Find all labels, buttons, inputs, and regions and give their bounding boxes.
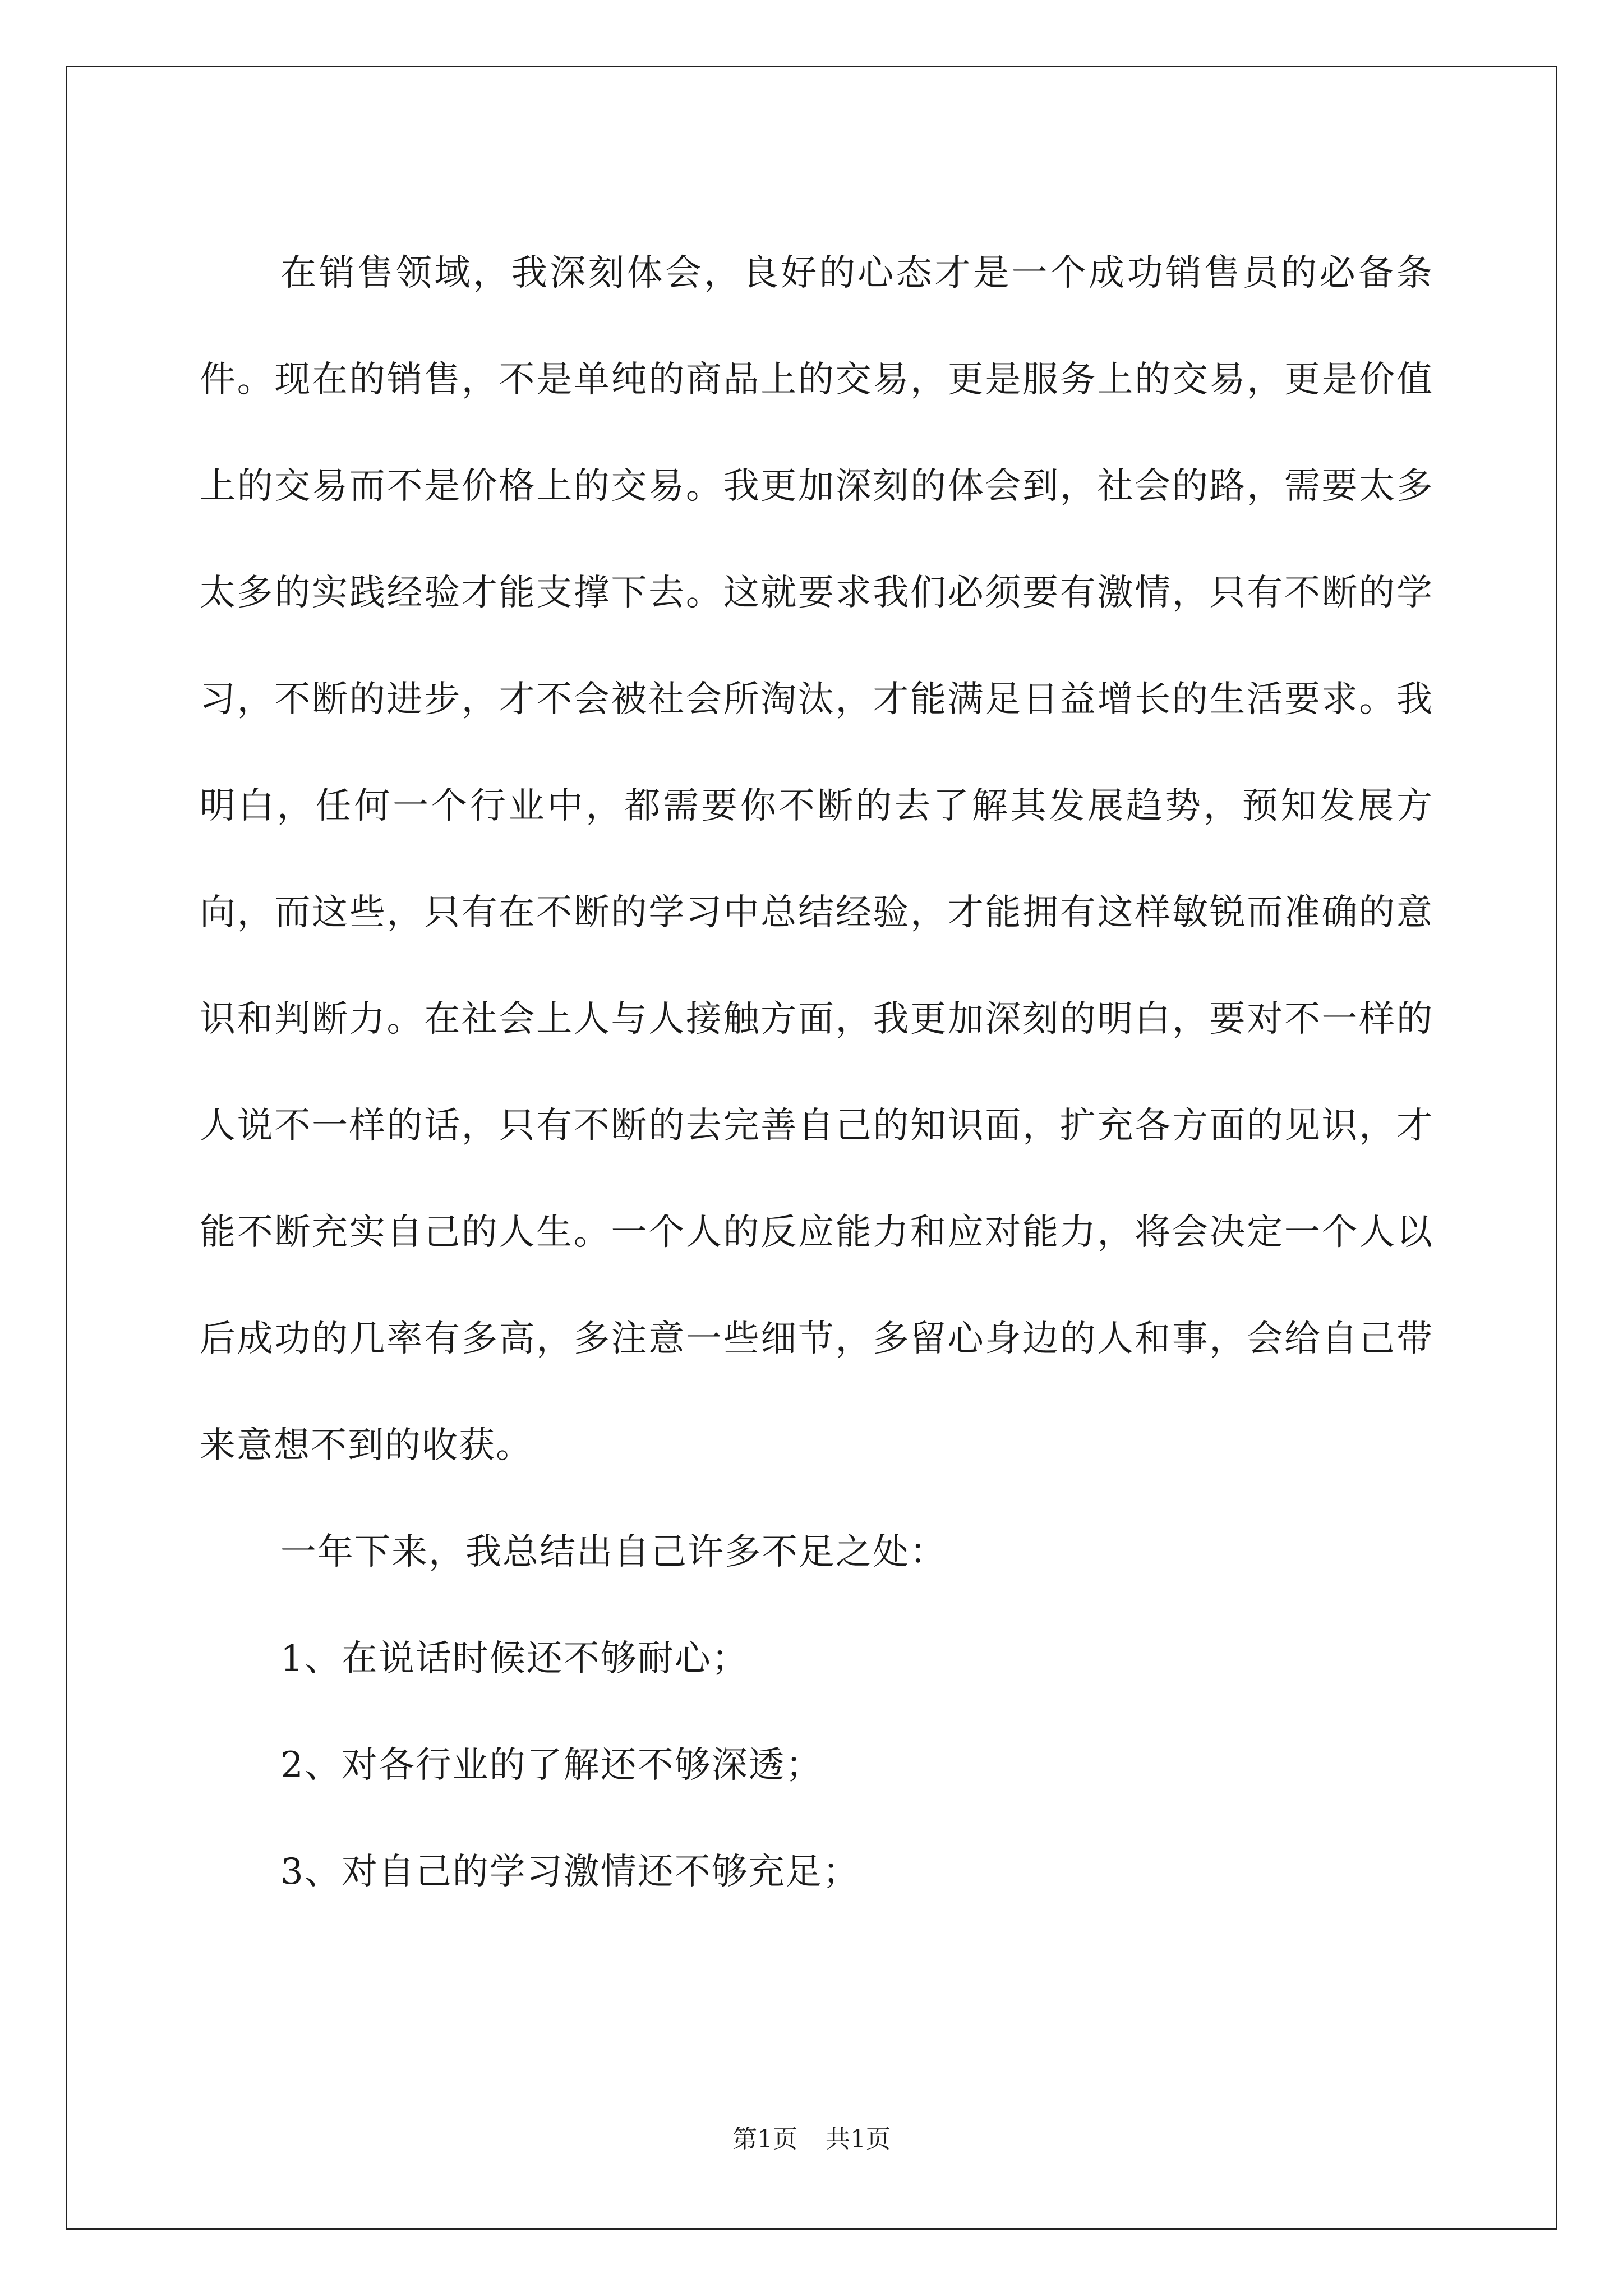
list-item: 2、对各行业的了解还不够深透； bbox=[280, 1745, 823, 1786]
page-footer bbox=[0, 2123, 1623, 2156]
page-total: 共1页 bbox=[826, 2125, 891, 2154]
list-item: 3、对自己的学习激情还不够充足； bbox=[280, 1851, 860, 1893]
paragraph-sales-reflection: 在销售领域，我深刻体会，良好的心态才是一个成功销售员的必备条件。现在的销售，不是单纯的商品上的交易，更是服务上的交易，更是价值上的交易而不是价格上的交易。我更加深刻的体会到，社会的路，需要太多太多的实践经验才能支撑下去。这就要求我们必须要有激情，只有不断的学习，不断的进步，才不会被社会所淘汰，才能满足日益增长的生活要求。我明白，任何一个行业中，都需要你不断的去了解其发展趋势，预知发展方向，而这些，只有在不断的学习中总结经验，才能拥有这样敏锐而准确的意识和判断力。在社会上人与人接触方面，我更加深刻的明白，要对不一样的人说不一样的话，只有不断的去完善自己的知识面，扩充各方面的见识，才能不断充实自己的人生。一个人的反应能力和应对能力，将会决定一个人以后成功的几率有多高，多注意一些细节，多留心身边的人和事，会给自己带来意想不到的收获。 bbox=[200, 252, 1433, 1466]
paragraph-shortcomings-intro: 一年下来，我总结出自己许多不足之处： bbox=[280, 1531, 947, 1573]
document-body bbox=[200, 220, 1433, 1925]
list-item: 1、在说话时候还不够耐心； bbox=[280, 1638, 749, 1680]
page-number: 第1页 bbox=[732, 2125, 797, 2154]
